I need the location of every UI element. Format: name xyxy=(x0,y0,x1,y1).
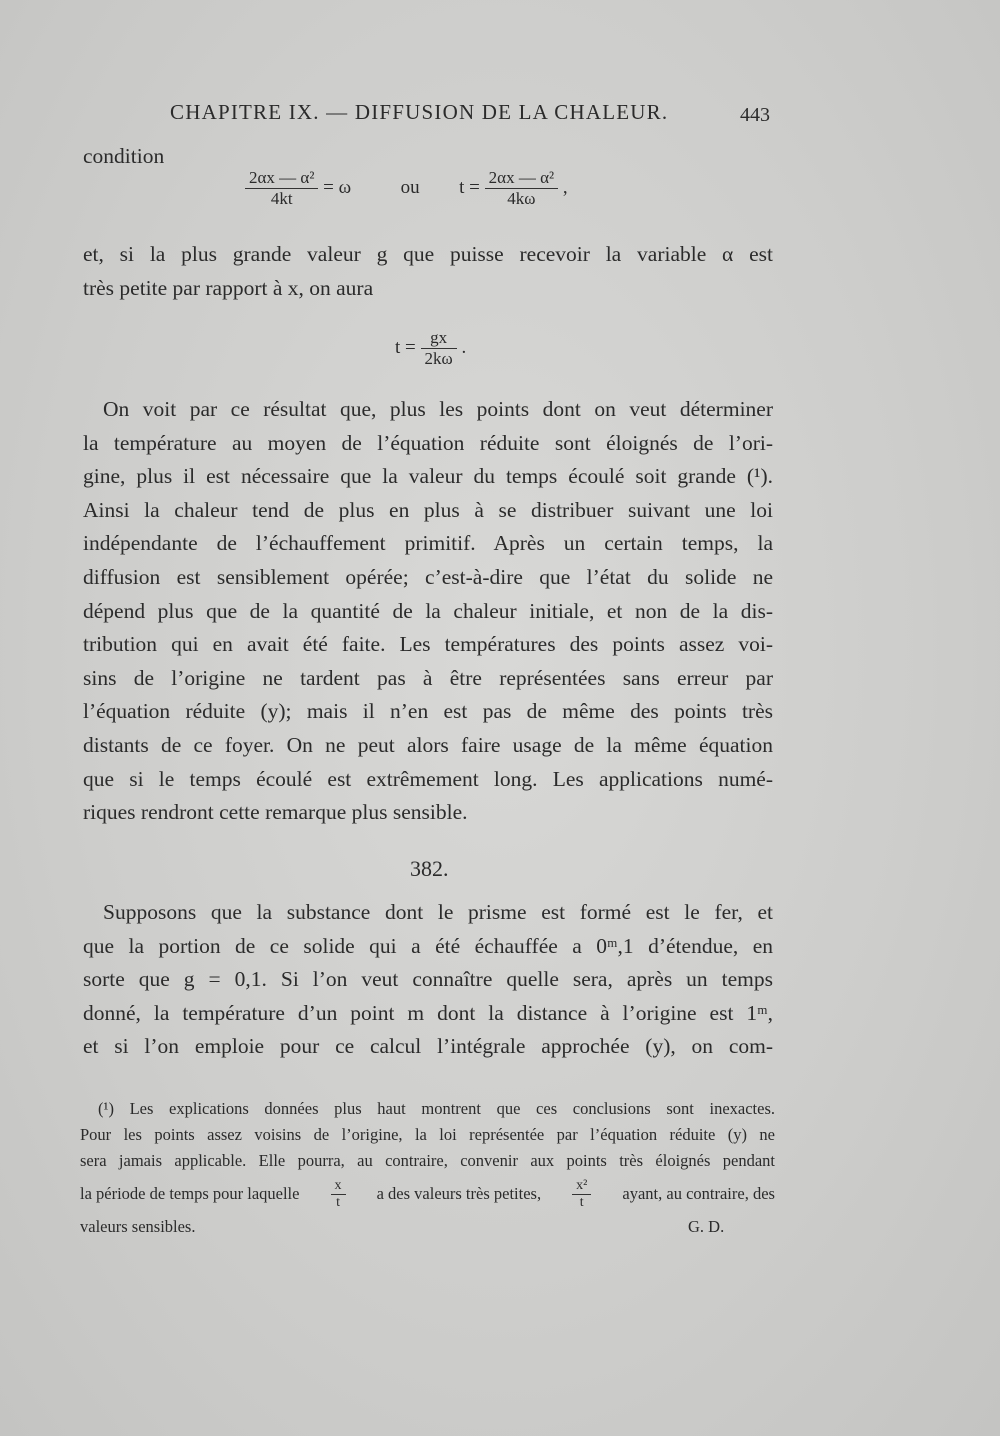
text-line: diffusion est sensiblement opérée; c’est-à-dire que l’état du solide ne xyxy=(83,564,773,589)
text-line: sins de l’origine ne tardent pas à être représentées sans erreur par xyxy=(83,665,773,690)
text-line: gine, plus il est nécessaire que la valeur du temps écoulé soit grande (¹). xyxy=(83,464,773,489)
footnote-last-line xyxy=(80,1214,775,1244)
text-line: donné, la température d’un point m dont la distance à l’origine est 1ᵐ, xyxy=(83,1000,773,1025)
footnote-line: sera jamais applicable. Elle pourra, au contraire, convenir aux points très éloignés pendant xyxy=(80,1151,775,1170)
text-line: riques rendront cette remarque plus sensible. xyxy=(83,800,468,825)
eq2-period: . xyxy=(461,336,467,358)
text-line: que la portion de ce solide qui a été échauffée a 0ᵐ,1 d’étendue, en xyxy=(83,933,773,958)
footnote-line: Pour les points assez voisins de l’origine, la loi représentée par l’équation réduite (y) ne xyxy=(80,1125,775,1144)
text-line: dépend plus que de la quantité de la chaleur initiale, et non de la dis- xyxy=(83,598,773,623)
text-line: sorte que g = 0,1. Si l’on veut connaître quelle sera, après un temps xyxy=(83,967,773,992)
text-line: la température au moyen de l’équation réduite sont éloignés de l’ori- xyxy=(83,430,773,455)
footnote-frac2-num: x² xyxy=(572,1178,591,1195)
text-line: On voit par ce résultat que, plus les points dont on veut déterminer xyxy=(103,397,773,421)
text-line: distants de ce foyer. On ne peut alors faire usage de la même équation xyxy=(83,732,773,757)
paragraph-2 xyxy=(83,393,773,830)
footnote-fraction-2 xyxy=(572,1178,591,1211)
footnote-text: valeurs sensibles. xyxy=(80,1217,196,1236)
text-line: l’équation réduite (y); mais il n’en est pas de même des points très xyxy=(83,699,773,724)
eq2-fraction xyxy=(421,328,457,369)
footnote-line: (¹) Les explications données plus haut montrent que ces conclusions sont inexactes. xyxy=(98,1099,775,1118)
eq1-rhs: = ω xyxy=(323,176,352,198)
eq1-numerator: 2αx — α² xyxy=(245,168,318,189)
eq1-numerator-2: 2αx — α² xyxy=(485,168,558,189)
footnote xyxy=(80,1096,775,1244)
page-number: 443 xyxy=(740,104,770,126)
text-line: très petite par rapport à x, on aura xyxy=(83,275,374,300)
eq1-ou: ou xyxy=(400,176,420,198)
text-line: et si l’on emploie pour ce calcul l’intégrale approchée (y), on com- xyxy=(83,1034,773,1059)
footnote-text: ayant, au contraire, des xyxy=(622,1184,775,1203)
footnote-line-4 xyxy=(80,1174,775,1214)
footnote-text: la période de temps pour laquelle xyxy=(80,1184,300,1203)
intro-word: condition xyxy=(83,144,165,168)
paragraph-3 xyxy=(83,896,773,1064)
footnote-fraction-1 xyxy=(331,1178,346,1211)
section-number: 382. xyxy=(410,856,449,881)
eq1-fraction-2 xyxy=(485,168,558,209)
text-line: Supposons que la substance dont le prisme est formé est le fer, et xyxy=(103,900,773,924)
footnote-frac1-num: x xyxy=(331,1178,346,1195)
eq1-denominator-2: 4kω xyxy=(507,189,536,208)
text-line: et, si la plus grande valeur g que puisse recevoir la variable α est xyxy=(83,242,773,266)
text-line: que si le temps écoulé est extrêmement long. Les applications numé- xyxy=(83,766,773,791)
equation-2 xyxy=(395,328,466,369)
equation-1 xyxy=(245,168,568,209)
eq2-numerator: gx xyxy=(421,328,457,349)
eq1-comma: , xyxy=(562,176,568,198)
paragraph-1 xyxy=(83,238,773,305)
text-line: Ainsi la chaleur tend de plus en plus à se distribuer suivant une loi xyxy=(83,497,773,522)
footnote-signature: G. D. xyxy=(688,1217,725,1236)
text-line: indépendante de l’échauffement primitif. Après un certain temps, la xyxy=(83,531,773,556)
footnote-frac1-den: t xyxy=(336,1194,340,1210)
eq2-t-equals: t = xyxy=(395,336,416,358)
eq1-denominator: 4kt xyxy=(270,189,293,208)
eq2-denominator: 2kω xyxy=(424,349,453,368)
footnote-text: a des valeurs très petites, xyxy=(376,1184,542,1203)
footnote-frac2-den: t xyxy=(579,1194,584,1210)
running-title: CHAPITRE IX. — DIFFUSION DE LA CHALEUR. xyxy=(170,100,669,124)
text-line: tribution qui en avait été faite. Les températures des points assez voi- xyxy=(83,632,773,657)
eq1-t-equals: t = xyxy=(459,176,480,198)
eq1-fraction xyxy=(245,168,318,209)
